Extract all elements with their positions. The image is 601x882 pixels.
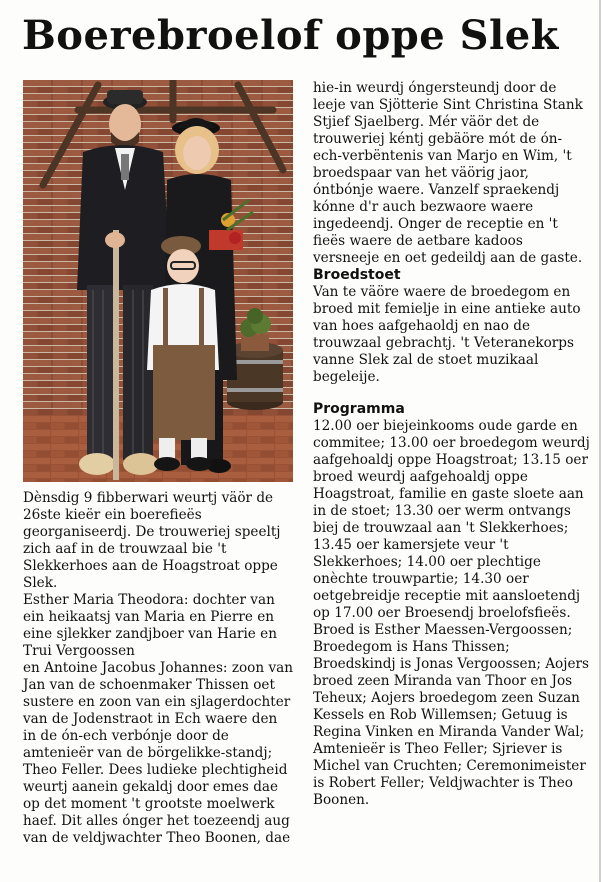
paragraph: Esther Maria Theodora: dochter van ein heikaatsj van Maria en Pierre en eine sjlekker zandjboer van Harie en Trui Vergoossen	[23, 592, 277, 659]
paragraph: Broed is Esther Maessen-Vergoossen; Broedegom is Hans Thissen; Broedskindj is Jonas Vergoossen; Aojers broed zeen Miranda van Thoor en Jos Teheux; Aojers broedegom zeen Suzan Kessels en Rob Willemsen; Getuug is Regina Vinken en Miranda Vander Wal; Amtenieër is Theo Feller; Sjriever is Michel van Cruchten; Ceremonimeister is Robert Feller; Veldjwachter is Theo Boonen.	[313, 622, 589, 808]
section-heading-programma: Programma	[313, 401, 405, 417]
left-column	[23, 490, 293, 847]
spacer	[313, 386, 591, 401]
headline: Boerebroelof oppe Slek	[22, 12, 559, 59]
paragraph: en Antoine Jacobus Johannes: zoon van Jan van de schoenmaker Thissen oet sustere en zoon van ein sjlagerdochter van de Jodenstraot in Ech waere den in de ón-ech verbónje door de amtenieër van de börgelikke-standj; Theo Feller. Dees ludieke plechtigheid weurtj aanein gekaldj door emes dae op det moment 't grootste moelwerk haef. Dit alles ónger het toezeendj aug van de veldjwachter Theo Boonen, dae	[23, 660, 293, 846]
right-column	[313, 80, 591, 809]
paragraph: hie-in weurdj óngersteundj door de leeje van Sjötterie Sint Christina Stank Stjief Sjaelberg. Mér väör det de trouweriej kéntj gebäöre mót de ón-ech-verbëntenis van Marjo en Wim, 't broedspaar van het väörig jaor, óntbónje waere. Vanzelf spraekendj kónne d'r auch bezwaore waere ingedeendj. Onger de receptie en 't fieës waere de aetbare kadoos versneeje en oet gedeildj aan de gaste.	[313, 80, 583, 266]
paragraph: Van te väöre waere de broedegom en broed mit femielje in eine antieke auto van hoes aafgehaoldj en nao de trouwzaal gebrachtj. 't Veteranekorps vanne Slek zal de stoet muzikaal begeleije.	[313, 284, 581, 385]
section-heading-broedstoet: Broedstoet	[313, 267, 401, 283]
paragraph: 12.00 oer biejeinkooms oude garde en commitee; 13.00 oer broedegom weurdj aafgehoaldj oppe Hoagstroat; 13.15 oer broed weurdj aafgehoaldj oppe Hoagstroat, familie en gaste sloete aan in de stoet; 13.30 oer werm ontvangs biej de trouwzaal aan 't Slekkerhoes; 13.45 oer kamersjete veur 't Slekkerhoes; 14.00 oer plechtige onèchte trouwpartie; 14.30 oer oetgebreidje receptie mit aansloetendj op 17.00 oer Broesendj broelofsfieës.	[313, 418, 590, 621]
wedding-photo	[23, 80, 293, 482]
paragraph: Dènsdig 9 fibberwari weurtj väör de 26ste kieër ein boerefieës georganiseerdj. De trouweriej speeltj zich aaf in de trouwzaal bie 't Slekkerhoes aan de Hoagstroat oppe Slek.	[23, 490, 281, 591]
